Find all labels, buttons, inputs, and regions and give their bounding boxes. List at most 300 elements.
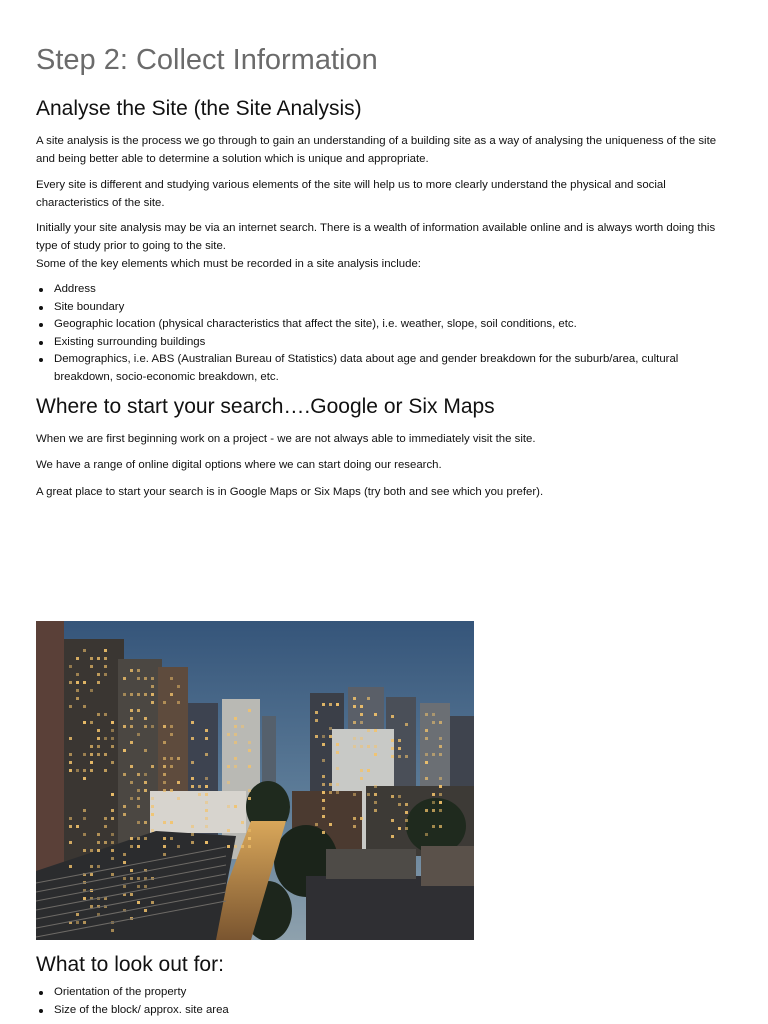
- window-light: [425, 761, 428, 764]
- window-light: [170, 765, 173, 768]
- window-light: [248, 837, 251, 840]
- window-light: [130, 797, 133, 800]
- window-light: [234, 765, 237, 768]
- window-light: [353, 721, 356, 724]
- window-light: [227, 781, 230, 784]
- window-light: [205, 809, 208, 812]
- window-light: [432, 801, 435, 804]
- window-light: [151, 693, 154, 696]
- window-light: [163, 789, 166, 792]
- window-light: [130, 725, 133, 728]
- window-light: [69, 769, 72, 772]
- lookout-list: [36, 984, 736, 1019]
- tree: [406, 798, 466, 854]
- window-light: [130, 717, 133, 720]
- window-light: [90, 657, 93, 660]
- window-light: [90, 745, 93, 748]
- paragraph-key-elements-intro: Some of the key elements which must be recorded in a site analysis include:: [36, 258, 421, 270]
- window-light: [137, 805, 140, 808]
- window-light: [241, 725, 244, 728]
- section-heading-lookout: What to look out for:: [36, 953, 224, 976]
- window-light: [439, 777, 442, 780]
- window-light: [234, 725, 237, 728]
- window-light: [205, 841, 208, 844]
- window-light: [170, 733, 173, 736]
- window-light: [322, 759, 325, 762]
- window-light: [191, 833, 194, 836]
- window-light: [130, 709, 133, 712]
- window-light: [137, 845, 140, 848]
- window-light: [322, 815, 325, 818]
- window-light: [130, 669, 133, 672]
- window-light: [83, 681, 86, 684]
- window-light: [439, 809, 442, 812]
- window-light: [163, 845, 166, 848]
- window-light: [123, 805, 126, 808]
- window-light: [137, 885, 140, 888]
- window-light: [69, 817, 72, 820]
- window-light: [315, 735, 318, 738]
- window-light: [137, 901, 140, 904]
- window-light: [374, 713, 377, 716]
- window-light: [123, 725, 126, 728]
- window-light: [353, 705, 356, 708]
- window-light: [97, 833, 100, 836]
- window-light: [353, 745, 356, 748]
- window-light: [104, 841, 107, 844]
- window-light: [360, 769, 363, 772]
- window-light: [144, 781, 147, 784]
- window-light: [83, 769, 86, 772]
- city-skyline-illustration: [36, 621, 474, 940]
- window-light: [360, 705, 363, 708]
- window-light: [336, 767, 339, 770]
- window-light: [130, 837, 133, 840]
- window-light: [163, 757, 166, 760]
- window-light: [170, 821, 173, 824]
- window-light: [425, 809, 428, 812]
- window-light: [130, 877, 133, 880]
- window-light: [97, 865, 100, 868]
- window-light: [151, 797, 154, 800]
- window-light: [163, 765, 166, 768]
- window-light: [137, 693, 140, 696]
- window-light: [439, 737, 442, 740]
- window-light: [83, 809, 86, 812]
- window-light: [374, 801, 377, 804]
- window-light: [69, 705, 72, 708]
- window-light: [76, 657, 79, 660]
- window-light: [398, 827, 401, 830]
- window-light: [353, 817, 356, 820]
- window-light: [163, 781, 166, 784]
- window-light: [111, 809, 114, 812]
- window-light: [391, 739, 394, 742]
- window-light: [104, 825, 107, 828]
- window-light: [329, 823, 332, 826]
- window-light: [123, 885, 126, 888]
- window-light: [398, 747, 401, 750]
- window-light: [151, 677, 154, 680]
- window-light: [90, 849, 93, 852]
- window-light: [425, 777, 428, 780]
- window-light: [234, 733, 237, 736]
- window-light: [130, 765, 133, 768]
- window-light: [329, 791, 332, 794]
- window-light: [123, 877, 126, 880]
- window-light: [123, 853, 126, 856]
- window-light: [398, 755, 401, 758]
- window-light: [170, 757, 173, 760]
- window-light: [151, 829, 154, 832]
- window-light: [130, 693, 133, 696]
- window-light: [205, 777, 208, 780]
- window-light: [111, 857, 114, 860]
- window-light: [111, 729, 114, 732]
- window-light: [97, 737, 100, 740]
- window-light: [315, 823, 318, 826]
- window-light: [90, 905, 93, 908]
- window-light: [104, 673, 107, 676]
- window-light: [104, 753, 107, 756]
- window-light: [144, 821, 147, 824]
- window-light: [432, 721, 435, 724]
- window-light: [111, 929, 114, 932]
- window-light: [322, 735, 325, 738]
- window-light: [111, 873, 114, 876]
- window-light: [97, 681, 100, 684]
- window-light: [97, 673, 100, 676]
- window-light: [104, 769, 107, 772]
- window-light: [336, 703, 339, 706]
- city-skyline-photo: [36, 621, 474, 940]
- window-light: [191, 761, 194, 764]
- section-heading-site-analysis: Analyse the Site (the Site Analysis): [36, 97, 362, 120]
- window-light: [360, 777, 363, 780]
- window-light: [144, 725, 147, 728]
- window-light: [329, 727, 332, 730]
- window-light: [144, 885, 147, 888]
- window-light: [425, 833, 428, 836]
- paragraph-site-differences: Every site is different and studying various elements of the site will help us to more clearly understand the physical and social characteristics of the site.: [36, 179, 666, 209]
- key-elements-list: [36, 281, 736, 386]
- window-light: [425, 713, 428, 716]
- window-light: [170, 725, 173, 728]
- window-light: [83, 897, 86, 900]
- window-light: [177, 685, 180, 688]
- window-light: [360, 745, 363, 748]
- window-light: [69, 681, 72, 684]
- window-light: [191, 721, 194, 724]
- window-light: [83, 921, 86, 924]
- building: [421, 846, 474, 886]
- window-light: [137, 789, 140, 792]
- window-light: [97, 713, 100, 716]
- window-light: [353, 825, 356, 828]
- window-light: [104, 657, 107, 660]
- window-light: [360, 737, 363, 740]
- window-light: [391, 747, 394, 750]
- window-light: [360, 713, 363, 716]
- window-light: [111, 817, 114, 820]
- window-light: [439, 745, 442, 748]
- building: [150, 791, 246, 833]
- window-light: [123, 773, 126, 776]
- window-light: [97, 729, 100, 732]
- window-light: [137, 773, 140, 776]
- window-light: [322, 807, 325, 810]
- window-light: [137, 837, 140, 840]
- window-light: [151, 685, 154, 688]
- window-light: [177, 757, 180, 760]
- window-light: [163, 853, 166, 856]
- window-light: [111, 849, 114, 852]
- window-light: [374, 729, 377, 732]
- window-light: [432, 825, 435, 828]
- window-light: [205, 753, 208, 756]
- window-light: [374, 793, 377, 796]
- window-light: [227, 805, 230, 808]
- window-light: [439, 793, 442, 796]
- paragraph-internet-search: Initially your site analysis may be via an internet search. There is a wealth of information available online and is always worth doing this type of study prior to going to the site.: [36, 222, 716, 252]
- window-light: [248, 749, 251, 752]
- window-light: [405, 819, 408, 822]
- window-light: [163, 741, 166, 744]
- window-light: [315, 719, 318, 722]
- window-light: [83, 817, 86, 820]
- window-light: [144, 789, 147, 792]
- window-light: [76, 769, 79, 772]
- window-light: [144, 717, 147, 720]
- window-light: [97, 841, 100, 844]
- window-light: [391, 819, 394, 822]
- window-light: [130, 741, 133, 744]
- window-light: [227, 829, 230, 832]
- window-light: [97, 849, 100, 852]
- window-light: [374, 753, 377, 756]
- list-item: Orientation of the property: [36, 984, 736, 1002]
- window-light: [391, 835, 394, 838]
- window-light: [322, 831, 325, 834]
- window-light: [97, 753, 100, 756]
- window-light: [405, 803, 408, 806]
- window-light: [170, 677, 173, 680]
- window-light: [123, 677, 126, 680]
- window-light: [353, 737, 356, 740]
- list-item: Size of the block/ approx. site area: [36, 1002, 736, 1020]
- window-light: [90, 721, 93, 724]
- window-light: [405, 811, 408, 814]
- window-light: [76, 921, 79, 924]
- window-light: [151, 765, 154, 768]
- window-light: [163, 837, 166, 840]
- window-light: [144, 749, 147, 752]
- window-light: [69, 761, 72, 764]
- window-light: [151, 813, 154, 816]
- window-light: [336, 751, 339, 754]
- window-light: [170, 693, 173, 696]
- window-light: [137, 733, 140, 736]
- window-light: [163, 773, 166, 776]
- window-light: [90, 753, 93, 756]
- list-item: Address: [36, 281, 736, 299]
- window-light: [97, 745, 100, 748]
- window-light: [76, 697, 79, 700]
- window-light: [322, 783, 325, 786]
- window-light: [353, 697, 356, 700]
- window-light: [191, 841, 194, 844]
- window-light: [234, 717, 237, 720]
- window-light: [90, 769, 93, 772]
- window-light: [248, 797, 251, 800]
- window-light: [248, 709, 251, 712]
- window-light: [177, 797, 180, 800]
- window-light: [83, 705, 86, 708]
- window-light: [69, 665, 72, 668]
- window-light: [137, 677, 140, 680]
- window-light: [248, 829, 251, 832]
- window-light: [336, 743, 339, 746]
- window-light: [130, 869, 133, 872]
- window-light: [123, 749, 126, 752]
- window-light: [111, 721, 114, 724]
- window-light: [241, 845, 244, 848]
- window-light: [90, 873, 93, 876]
- window-light: [234, 757, 237, 760]
- window-light: [432, 809, 435, 812]
- paragraph-online-options: We have a range of online digital options where we can start doing our research.: [36, 459, 442, 471]
- window-light: [83, 833, 86, 836]
- window-light: [137, 709, 140, 712]
- window-light: [439, 721, 442, 724]
- paragraph-site-analysis-definition: A site analysis is the process we go through to gain an understanding of a building site as a way of analysing the uniqueness of the site and being better able to determine a solution which is unique and appropriate.: [36, 135, 717, 165]
- window-light: [144, 773, 147, 776]
- paragraph-google-six-maps: A great place to start your search is in Google Maps or Six Maps (try both and see which you prefer).: [36, 486, 544, 498]
- window-light: [144, 837, 147, 840]
- window-light: [234, 845, 237, 848]
- window-light: [248, 765, 251, 768]
- window-light: [405, 755, 408, 758]
- window-light: [83, 721, 86, 724]
- window-light: [83, 849, 86, 852]
- window-light: [163, 701, 166, 704]
- window-light: [151, 805, 154, 808]
- window-light: [137, 669, 140, 672]
- window-light: [367, 745, 370, 748]
- window-light: [163, 821, 166, 824]
- window-light: [104, 649, 107, 652]
- window-light: [170, 837, 173, 840]
- window-light: [367, 697, 370, 700]
- window-light: [76, 681, 79, 684]
- window-light: [205, 729, 208, 732]
- window-light: [151, 725, 154, 728]
- window-light: [425, 737, 428, 740]
- window-light: [191, 737, 194, 740]
- window-light: [130, 781, 133, 784]
- window-light: [391, 755, 394, 758]
- list-item: Site boundary: [36, 299, 736, 317]
- window-light: [111, 841, 114, 844]
- window-light: [191, 777, 194, 780]
- window-light: [336, 791, 339, 794]
- window-light: [241, 821, 244, 824]
- window-light: [234, 741, 237, 744]
- window-light: [76, 689, 79, 692]
- window-light: [83, 753, 86, 756]
- window-light: [432, 753, 435, 756]
- window-light: [69, 753, 72, 756]
- list-item: Existing surrounding buildings: [36, 334, 736, 352]
- window-light: [248, 789, 251, 792]
- window-light: [205, 817, 208, 820]
- window-light: [177, 781, 180, 784]
- window-light: [391, 795, 394, 798]
- window-light: [234, 805, 237, 808]
- window-light: [432, 713, 435, 716]
- window-light: [111, 761, 114, 764]
- window-light: [322, 791, 325, 794]
- window-light: [69, 825, 72, 828]
- window-light: [90, 761, 93, 764]
- window-light: [111, 833, 114, 836]
- window-light: [76, 825, 79, 828]
- window-light: [104, 817, 107, 820]
- window-light: [83, 777, 86, 780]
- window-light: [227, 845, 230, 848]
- window-light: [90, 689, 93, 692]
- window-light: [130, 845, 133, 848]
- window-light: [144, 909, 147, 912]
- window-light: [322, 775, 325, 778]
- window-light: [360, 721, 363, 724]
- window-light: [177, 701, 180, 704]
- window-light: [198, 785, 201, 788]
- window-light: [374, 745, 377, 748]
- window-light: [398, 739, 401, 742]
- window-light: [111, 737, 114, 740]
- window-light: [137, 877, 140, 880]
- window-light: [439, 825, 442, 828]
- window-light: [336, 783, 339, 786]
- window-light: [83, 649, 86, 652]
- window-light: [177, 845, 180, 848]
- window-light: [123, 693, 126, 696]
- window-light: [329, 703, 332, 706]
- window-light: [104, 713, 107, 716]
- window-light: [69, 865, 72, 868]
- window-light: [191, 825, 194, 828]
- section-heading-search: Where to start your search….Google or Six Maps: [36, 395, 495, 418]
- window-light: [205, 737, 208, 740]
- list-item: Demographics, i.e. ABS (Australian Bureau of Statistics) data about age and gender breakdown for the suburb/area, cultural breakdown, socio-economic breakdown, etc.: [36, 351, 736, 386]
- window-light: [191, 785, 194, 788]
- window-light: [137, 821, 140, 824]
- window-light: [439, 753, 442, 756]
- list-item: Geographic location (physical characteristics that affect the site), i.e. weather, slope, soil conditions, etc.: [36, 316, 736, 334]
- window-light: [170, 789, 173, 792]
- window-light: [69, 841, 72, 844]
- window-light: [405, 827, 408, 830]
- window-light: [329, 735, 332, 738]
- window-light: [144, 677, 147, 680]
- window-light: [374, 785, 377, 788]
- page-title: Step 2: Collect Information: [36, 44, 378, 76]
- window-light: [398, 803, 401, 806]
- window-light: [398, 795, 401, 798]
- window-light: [315, 711, 318, 714]
- window-light: [248, 741, 251, 744]
